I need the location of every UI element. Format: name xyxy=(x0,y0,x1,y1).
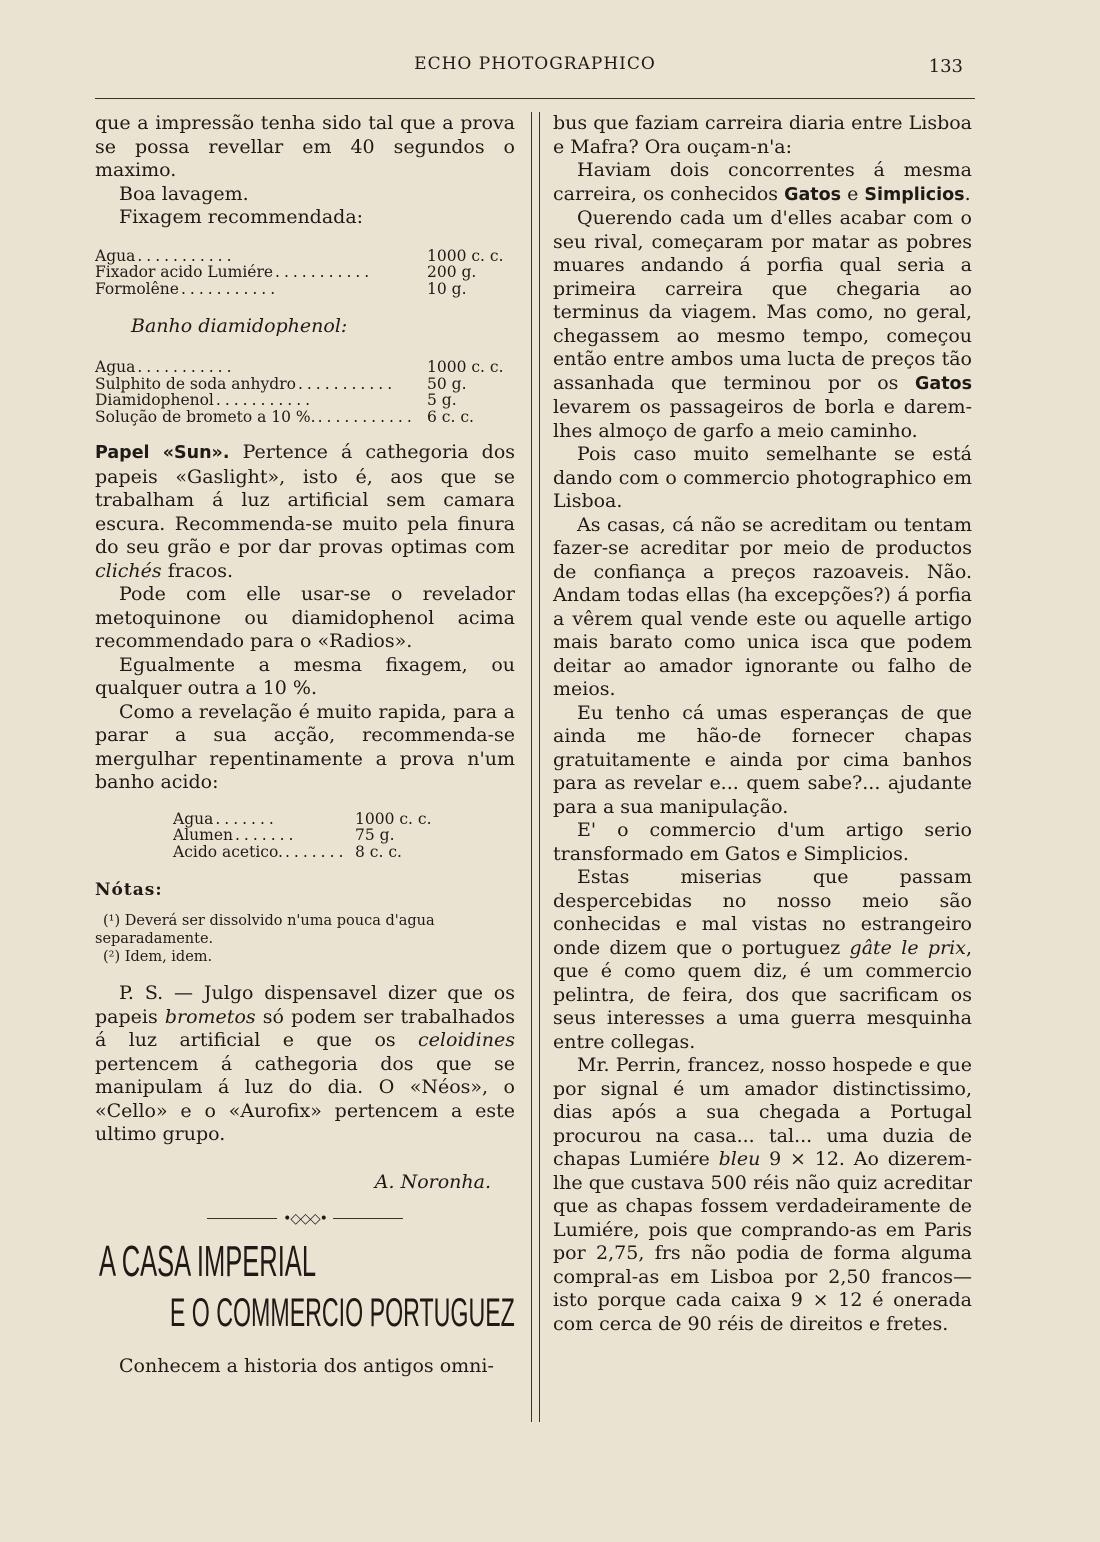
article-paragraph-1: bus que faziam carreira diaria entre Lisboa e Mafra? Ora ouçam-n'a: xyxy=(553,112,972,158)
recipe-row: Acido acetico. ....... 8 c. c. xyxy=(173,842,402,861)
headline-line-1: A CASA IMPERIAL xyxy=(99,1236,317,1286)
running-title: ECHO PHOTOGRAPHICO xyxy=(414,54,656,74)
article-headline xyxy=(95,1235,515,1347)
recipe-row: Solução de brometo a 10 %. ........... 6 c. c. xyxy=(95,407,474,426)
recipe-row: Agua ........... 1000 c. c. xyxy=(95,246,504,265)
footnote-2: (²) Idem, idem. xyxy=(103,949,213,965)
recipe-row: Agua ....... 1000 c. c. xyxy=(173,809,432,828)
boa-lavagem: Boa lavagem. xyxy=(119,182,249,205)
recipe-row: Alumen ....... 75 g. xyxy=(173,826,395,844)
article-paragraph-3: Querendo cada um d'elles acabar com o seu rival, começaram por matar as pobres muares andando á porfia qual seria a primeira carreira que chegaria ao terminus da viagem. Mas como, no geral, chegassem ao mesmo tempo, começou então entre ambos uma lucta de preços tão assanhada que terminou por os Gatos levarem os passageiros de borla e darem-lhes almoço de garfo a meio caminho. xyxy=(553,207,972,442)
fixagem-heading: Fixagem recommendada: xyxy=(119,206,364,228)
como-paragraph: Como a revelação é muito rapida, para a parar a sua acção, recommenda-se mergulhar repentinamente a prova n'um banho acido: xyxy=(95,700,515,793)
notes-list xyxy=(95,912,515,966)
right-column xyxy=(553,112,972,1336)
ornament-glyph: •◇◇◇• xyxy=(283,1210,327,1227)
recipe-row: Fixador acido Lumiére ........... 200 g. xyxy=(95,263,477,281)
headline-line-2: E O COMMERCIO PORTUGUEZ xyxy=(169,1290,515,1335)
author-signature: A. Noronha. xyxy=(374,1170,491,1193)
article-paragraph-2: Haviam dois concorrentes á mesma carreira, os conhecidos Gatos e Simplicios. xyxy=(553,159,972,205)
postscript-paragraph: P. S. — Julgo dispensavel dizer que os papeis brometos só podem ser trabalhados á luz artificial e que os celoidines pertencem á cathegoria dos que se manipulam á luz do dia. O «Néos», o «Cello» e o «Aurofix» pertencem a este ultimo grupo. xyxy=(95,982,515,1145)
papel-sun-lead: Papel «Sun». xyxy=(95,443,230,463)
recipe-banho-acido xyxy=(173,811,443,861)
article-paragraph-6: Eu tenho cá umas esperanças de que ainda me hão-de fornecer chapas gratuitamente e ainda por cima banhos para as revelar e... quem sabe?... ajudante para a sua manipulação. xyxy=(553,701,972,818)
papel-sun-paragraph: Papel «Sun». Pertence á cathegoria dos papeis «Gaslight», isto é, aos que se trabalham á luz artificial sem camara escura. Recommenda-se muito pela finura do seu grão e por dar provas optimas com clichés fracos. xyxy=(95,441,516,582)
pode-paragraph: Pode com elle usar-se o revelador metoquinone ou diamidophenol acima recommendado para o «Radios». xyxy=(95,583,515,652)
notes-heading: Nótas: xyxy=(95,880,163,900)
recipe-row: Diamidophenol ........... 5 g. xyxy=(95,391,457,409)
article-paragraph-7: E' o commercio d'um artigo serio transformado em Gatos e Simplicios. xyxy=(553,819,972,865)
recipe-fixagem xyxy=(95,248,515,298)
egualmente-paragraph: Egualmente a mesma fixagem, ou qualquer outra a 10 %. xyxy=(95,653,515,699)
article-paragraph-4: Pois caso muito semelhante se está dando com o commercio photographico em Lisboa. xyxy=(553,443,972,512)
column-divider xyxy=(531,112,540,1422)
recipe-row: Sulphito de soda anhydro ........... 50 g. xyxy=(95,374,467,393)
left-column xyxy=(95,112,515,1378)
recipe-diamidophenol xyxy=(95,359,515,425)
footnote-1: (¹) Deverá ser dissolvido n'uma pouca d'agua separadamente. xyxy=(95,913,435,947)
recipe-row: Agua ........... 1000 c. c. xyxy=(95,358,504,376)
page-number: 133 xyxy=(928,56,963,77)
article-opening: Conhecem a historia dos antigos omni- xyxy=(119,1354,494,1377)
recipe-title-diamidophenol: Banho diamidophenol: xyxy=(131,315,348,337)
article-paragraph-9: Mr. Perrin, francez, nosso hospede e que por signal é um amador distinctissimo, dias após a sua chegada a Portugal procurou na casa... tal... uma duzia de chapas Lumiére bleu 9 × 12. Ao dizerem-lhe que custava 500 réis não quiz acreditar que as chapas fossem verdadeiramente de Lumiére, pois que comprando-as em Paris por 2,75, frs não podia de forma alguma compral-as em Lisboa por 2,50 francos—isto porque cada caixa 9 × 12 é onerada com cerca de 90 réis de direitos e fretes. xyxy=(553,1054,973,1335)
page-header xyxy=(95,52,975,99)
recipe-row: Formolêne ........... 10 g. xyxy=(95,279,467,298)
article-paragraph-8: Estas miserias que passam despercebidas no nosso meio são conhecidas e mal vistas no estrangeiro onde dizem que o portuguez gâte le prix, que é como quem diz, é um commercio pelintra, de feira, dos que sacrificam os seus interesses a uma guerra mesquinha entre collegas. xyxy=(553,866,972,1053)
section-ornament xyxy=(95,1211,515,1227)
intro-paragraph: que a impressão tenha sido tal que a prova se possa revellar em 40 segundos o maximo. xyxy=(95,112,515,181)
article-paragraph-5: As casas, cá não se acreditam ou tentam fazer-se acreditar por meio de productos de confiança a preços razoaveis. Não. Andam todas ellas (ha excepções?) á porfia a vêrem qual vende este ou aquelle artigo mais barato como unica isca que podem deitar ao amador ignorante ou falho de meios. xyxy=(553,513,972,700)
